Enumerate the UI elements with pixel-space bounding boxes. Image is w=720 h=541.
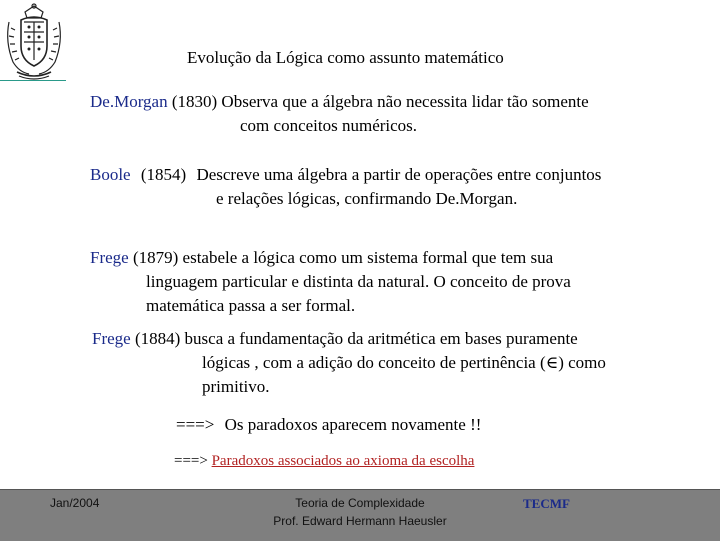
- entry-boole: [90, 163, 601, 187]
- entry-text: busca a fundamentação da aritmética em bases puramente: [184, 329, 578, 348]
- footer-course: Teoria de Complexidade: [295, 496, 425, 510]
- coat-of-arms-icon: [3, 2, 65, 82]
- entry-author: De.Morgan: [90, 92, 168, 111]
- choice-axiom-note: [174, 453, 474, 470]
- entry-frege-1884-line2: lógicas , com a adição do conceito de pertinência (∈) como: [202, 353, 606, 372]
- paradox-text: Os paradoxos aparecem novamente !!: [224, 415, 482, 434]
- entry-author: Frege: [90, 248, 129, 267]
- entry-frege-1884: [92, 327, 578, 351]
- paradox-note: [176, 415, 481, 435]
- footer-brand: TECMF: [523, 496, 570, 511]
- entry-boole-line2: e relações lógicas, confirmando De.Morgan.: [216, 189, 518, 208]
- entry-frege-1884-line3: primitivo.: [202, 377, 270, 396]
- entry-frege-1879-line2: linguagem particular e distinta da natural. O conceito de prova: [146, 272, 571, 291]
- footer-date: Jan/2004: [50, 496, 100, 510]
- arrow-icon: ===>: [174, 453, 208, 469]
- logo-underline: [0, 80, 66, 81]
- entry-author: Boole: [90, 165, 131, 184]
- entry-year: (1884): [134, 329, 181, 348]
- entry-text: Descreve uma álgebra a partir de operações entre conjuntos: [196, 165, 602, 184]
- entry-year: (1854): [140, 165, 187, 184]
- entry-text: estabele a lógica como um sistema formal que tem sua: [182, 248, 554, 267]
- slide-footer: [0, 489, 720, 541]
- entry-frege-1879: [90, 246, 553, 270]
- entry-demorgan: [90, 90, 589, 114]
- entry-demorgan-line2: com conceitos numéricos.: [240, 116, 418, 135]
- choice-axiom-link[interactable]: Paradoxos associados ao axioma da escolha: [211, 453, 475, 469]
- entry-author: Frege: [92, 329, 131, 348]
- entry-frege-1879-line3: matemática passa a ser formal.: [146, 296, 356, 315]
- entry-text: Observa que a álgebra não necessita lidar tão somente: [221, 92, 589, 111]
- entry-year: (1879): [132, 248, 179, 267]
- arrow-icon: ===>: [176, 415, 215, 434]
- entry-year: (1830): [171, 92, 218, 111]
- footer-professor: Prof. Edward Hermann Haeusler: [273, 514, 447, 528]
- slide-title: Evolução da Lógica como assunto matemático: [187, 48, 504, 67]
